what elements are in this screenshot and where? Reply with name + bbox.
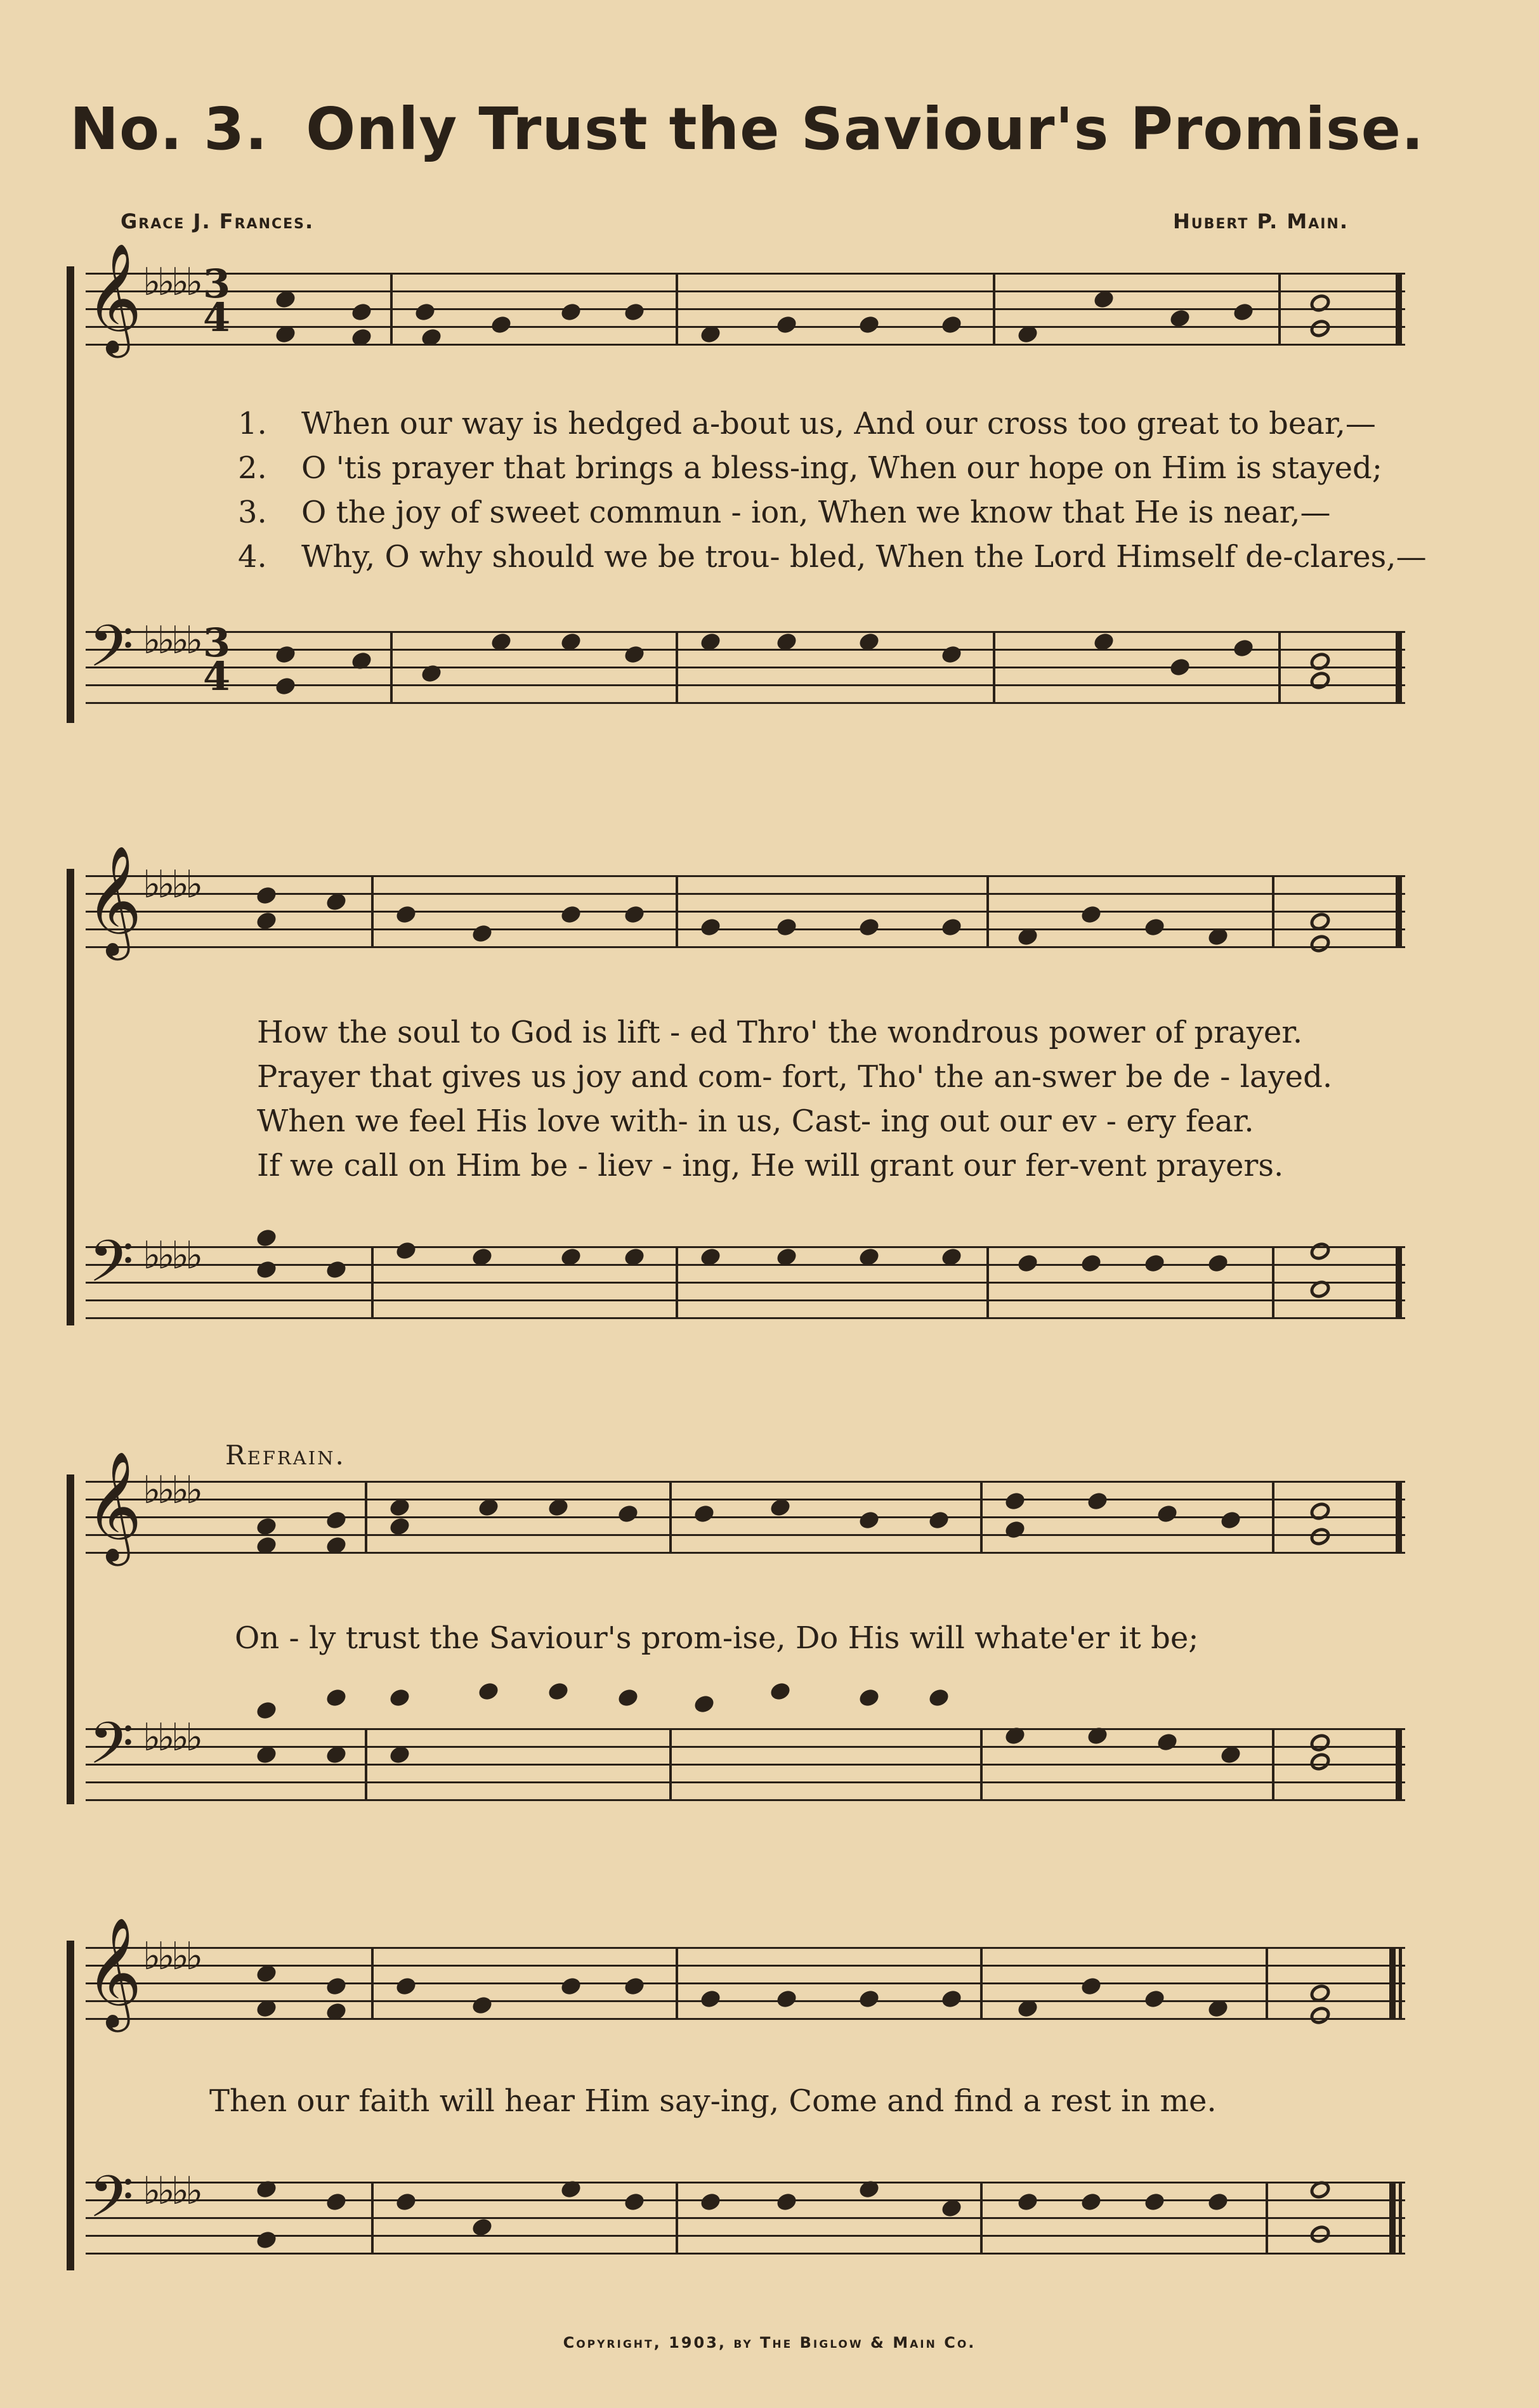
end-barline	[1396, 273, 1402, 346]
treble-clef-icon: 𝄞	[86, 845, 142, 956]
staff-line	[86, 2217, 1405, 2219]
staff-line	[86, 2199, 1405, 2201]
barline	[1278, 631, 1281, 704]
bass-staff	[86, 1246, 1405, 1322]
treble-clef-icon: 𝄞	[86, 1451, 142, 1561]
staff-line	[86, 1282, 1405, 1284]
treble-clef-icon: 𝄞	[86, 1917, 142, 2027]
refrain-line-2: Then our faith will hear Him say-ing, Come and find a rest in me.	[209, 2083, 1217, 2119]
barline	[371, 875, 374, 948]
hymn-title: Only Trust the Saviour's Promise.	[306, 95, 1424, 163]
bass-clef-icon: 𝄢	[89, 2163, 134, 2244]
staff-line	[86, 1947, 1405, 1949]
music-system-4	[67, 1917, 1405, 2270]
treble-staff	[86, 1481, 1405, 1557]
note-head	[388, 1687, 411, 1708]
barline	[1272, 1728, 1274, 1801]
barline	[986, 875, 989, 948]
barline	[365, 1481, 367, 1554]
key-signature: ♭♭♭♭	[143, 1934, 200, 1979]
note-head	[254, 1700, 278, 1721]
staff-line	[86, 1552, 1405, 1554]
staff-line	[86, 344, 1405, 346]
bass-staff	[86, 1728, 1405, 1804]
staff-line	[86, 2018, 1405, 2020]
staff-line	[86, 1764, 1405, 1766]
barline	[676, 273, 678, 346]
refrain-label: Refrain.	[225, 1440, 346, 1471]
barline	[676, 631, 678, 704]
barline	[676, 1947, 678, 2020]
verse-1-line-2: How the soul to God is lift - ed Thro' the wondrous power of prayer.	[257, 1015, 1303, 1050]
final-barline	[1389, 1947, 1396, 2020]
treble-staff	[86, 875, 1405, 951]
barline	[980, 1728, 983, 1801]
treble-clef-icon: 𝄞	[86, 243, 142, 353]
barline	[993, 631, 995, 704]
bass-staff	[86, 631, 1405, 707]
barline	[371, 1246, 374, 1319]
note-head	[616, 1687, 639, 1708]
barline	[1272, 1246, 1274, 1319]
barline	[1278, 273, 1281, 346]
key-signature: ♭♭♭♭	[143, 2169, 200, 2213]
barline	[1266, 2182, 1268, 2255]
note-head	[476, 1681, 500, 1702]
verse-4-line-1: 4. Why, O why should we be trou- bled, When the Lord Himself de-clares,—	[238, 539, 1427, 575]
key-signature: ♭♭♭♭	[143, 618, 200, 663]
staff-line	[86, 308, 1405, 310]
music-system-1	[67, 243, 1427, 736]
verse-2-line-1: 2. O 'tis prayer that brings a bless-ing, When our hope on Him is stayed;	[238, 450, 1382, 486]
key-signature: ♭♭♭♭	[143, 1715, 200, 1760]
note-head	[692, 1693, 716, 1715]
staff-line	[86, 2235, 1405, 2237]
time-signature: 3 4	[203, 261, 231, 341]
barline	[980, 2182, 983, 2255]
staff-line	[86, 1516, 1405, 1518]
note-head	[857, 1687, 881, 1708]
staff-line	[86, 911, 1405, 913]
verse-2-line-2: Prayer that gives us joy and com- fort, Tho' the an-swer be de - layed.	[257, 1059, 1333, 1095]
staff-line	[86, 2182, 1405, 2183]
barline	[980, 1947, 983, 2020]
key-signature: ♭♭♭♭	[143, 1233, 200, 1278]
staff-line	[86, 1965, 1405, 1967]
staff-line	[86, 2253, 1405, 2255]
staff-line	[86, 1799, 1405, 1801]
staff-line	[86, 1746, 1405, 1748]
barline	[371, 2182, 374, 2255]
key-signature: ♭♭♭♭	[143, 862, 200, 907]
staff-line	[86, 1264, 1405, 1266]
barline	[669, 1481, 672, 1554]
staff-line	[86, 1246, 1405, 1248]
bass-clef-icon: 𝄢	[89, 613, 134, 694]
staff-line	[86, 875, 1405, 877]
staff-line	[86, 1728, 1405, 1730]
barline	[371, 1947, 374, 2020]
key-signature: ♭♭♭♭	[143, 1468, 200, 1513]
music-system-2	[67, 845, 1405, 1338]
barline	[676, 2182, 678, 2255]
verse-1-line-1: 1. When our way is hedged a-bout us, And our cross too great to bear,—	[238, 406, 1376, 441]
note-head	[768, 1681, 792, 1702]
staff-line	[86, 1299, 1405, 1301]
barline	[1272, 875, 1274, 948]
bass-clef-icon: 𝄢	[89, 1228, 134, 1309]
note-head	[324, 1687, 348, 1708]
note-head	[927, 1687, 950, 1708]
staff-line	[86, 667, 1405, 668]
key-signature: ♭♭♭♭	[143, 260, 200, 304]
treble-staff	[86, 1947, 1405, 2023]
staff-line	[86, 1534, 1405, 1536]
page-title	[70, 95, 1424, 163]
staff-line	[86, 928, 1405, 930]
staff-line	[86, 893, 1405, 895]
barline	[980, 1481, 983, 1554]
barline	[676, 875, 678, 948]
verse-4-line-2: If we call on Him be - liev - ing, He will grant our fer-vent prayers.	[257, 1148, 1284, 1183]
composer-credit: Hubert P. Main.	[1172, 209, 1349, 233]
note-head	[546, 1681, 570, 1702]
staff-line	[86, 946, 1405, 948]
barline	[390, 631, 393, 704]
bass-clef-icon: 𝄢	[89, 1710, 134, 1791]
barline	[993, 273, 995, 346]
copyright-notice: Copyright, 1903, by The Biglow & Main Co.	[563, 2334, 976, 2352]
verse-3-line-1: 3. O the joy of sweet commun - ion, When we know that He is near,—	[238, 495, 1331, 530]
lyricist-credit: Grace J. Frances.	[121, 209, 315, 233]
barline	[986, 1246, 989, 1319]
barline	[1272, 1481, 1274, 1554]
staff-line	[86, 273, 1405, 275]
barline	[1266, 1947, 1268, 2020]
staff-line	[86, 1317, 1405, 1319]
staff-line	[86, 2000, 1405, 2002]
staff-line	[86, 1499, 1405, 1500]
staff-line	[86, 631, 1405, 633]
barline	[390, 273, 393, 346]
barline	[669, 1728, 672, 1801]
staff-line	[86, 1481, 1405, 1483]
barline	[365, 1728, 367, 1801]
barline	[676, 1246, 678, 1319]
refrain-line-1: On - ly trust the Saviour's prom-ise, Do His will whate'er it be;	[235, 1620, 1199, 1656]
verse-3-line-2: When we feel His love with- in us, Cast- ing out our ev - ery fear.	[257, 1103, 1254, 1139]
staff-line	[86, 1982, 1405, 1984]
system-brace	[67, 266, 74, 723]
bass-staff	[86, 2182, 1405, 2258]
time-signature: 3 4	[203, 620, 231, 700]
staff-line	[86, 1781, 1405, 1783]
hymn-number: No. 3.	[70, 95, 268, 163]
staff-line	[86, 702, 1405, 704]
